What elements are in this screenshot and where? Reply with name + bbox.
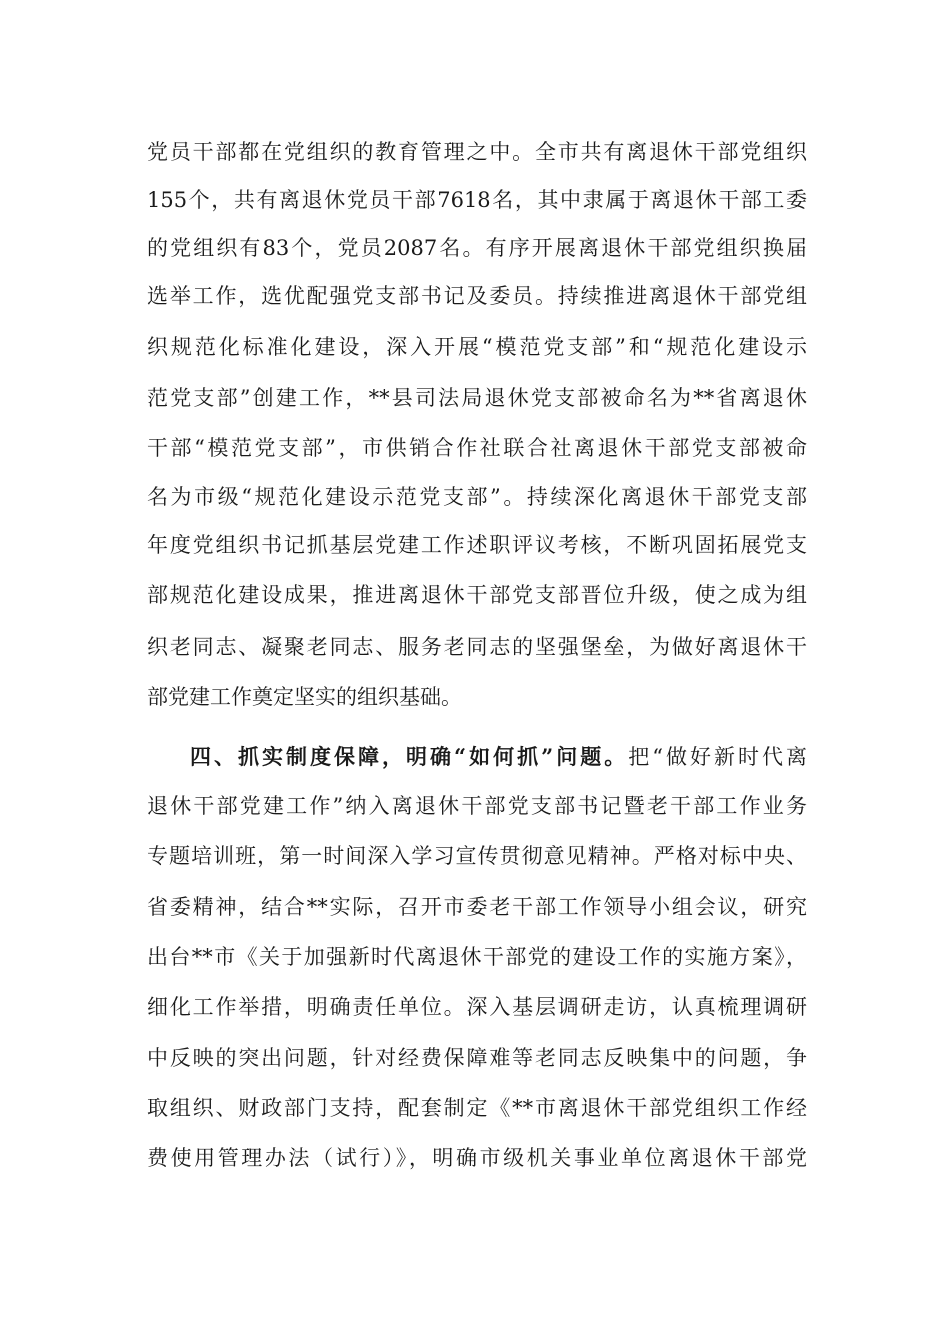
section-heading-line: [190, 737, 807, 777]
text-line: 费使用管理办法（试行）》，明确市级机关事业单位离退休干部党: [147, 1146, 807, 1170]
text-line: 155个，共有离退休党员干部7618名，其中隶属于离退休干部工委: [147, 188, 807, 212]
text-line: 退休干部党建工作”纳入离退休干部党支部书记暨老干部工作业务: [147, 794, 807, 818]
text-line: 年度党组织书记抓基层党建工作述职评议考核，不断巩固拓展党支: [147, 533, 807, 557]
text-line: 名为市级“规范化建设示范党支部”。持续深化离退休干部党支部: [147, 485, 807, 509]
text-line: 范党支部”创建工作，**县司法局退休党支部被命名为**省离退休: [147, 386, 807, 410]
text-line: 党员干部都在党组织的教育管理之中。全市共有离退休干部党组织: [147, 140, 807, 164]
text-line: 织规范化标准化建设，深入开展“模范党支部”和“规范化建设示: [147, 335, 807, 359]
text-line: 出台**市《关于加强新时代离退休干部党的建设工作的实施方案》，: [147, 945, 807, 969]
text-line: 部规范化建设成果，推进离退休干部党支部晋位升级，使之成为组: [147, 583, 807, 607]
text-line: 取组织、财政部门支持，配套制定《**市离退休干部党组织工作经: [147, 1096, 807, 1120]
text-line: 部党建工作奠定坚实的组织基础。: [147, 685, 462, 709]
text-line: 织老同志、凝聚老同志、服务老同志的坚强堡垒，为做好离退休干: [147, 635, 807, 659]
text-line: 干部“模范党支部”，市供销合作社联合社离退休干部党支部被命: [147, 436, 807, 460]
text-line: 细化工作举措，明确责任单位。深入基层调研走访，认真梳理调研: [147, 995, 807, 1019]
text-line: 中反映的突出问题，针对经费保障难等老同志反映集中的问题，争: [147, 1046, 807, 1070]
heading-line-rest: 把“做好新时代离: [628, 745, 807, 769]
text-line: 选举工作，选优配强党支部书记及委员。持续推进离退休干部党组: [147, 284, 807, 308]
section-heading: 四、抓实制度保障，明确“如何抓”问题。: [190, 744, 629, 769]
text-line: 专题培训班，第一时间深入学习宣传贯彻意见精神。严格对标中央、: [147, 844, 807, 868]
text-line: 的党组织有83个，党员2087名。有序开展离退休干部党组织换届: [147, 236, 807, 260]
text-line: 省委精神，结合**实际，召开市委老干部工作领导小组会议，研究: [147, 895, 807, 919]
